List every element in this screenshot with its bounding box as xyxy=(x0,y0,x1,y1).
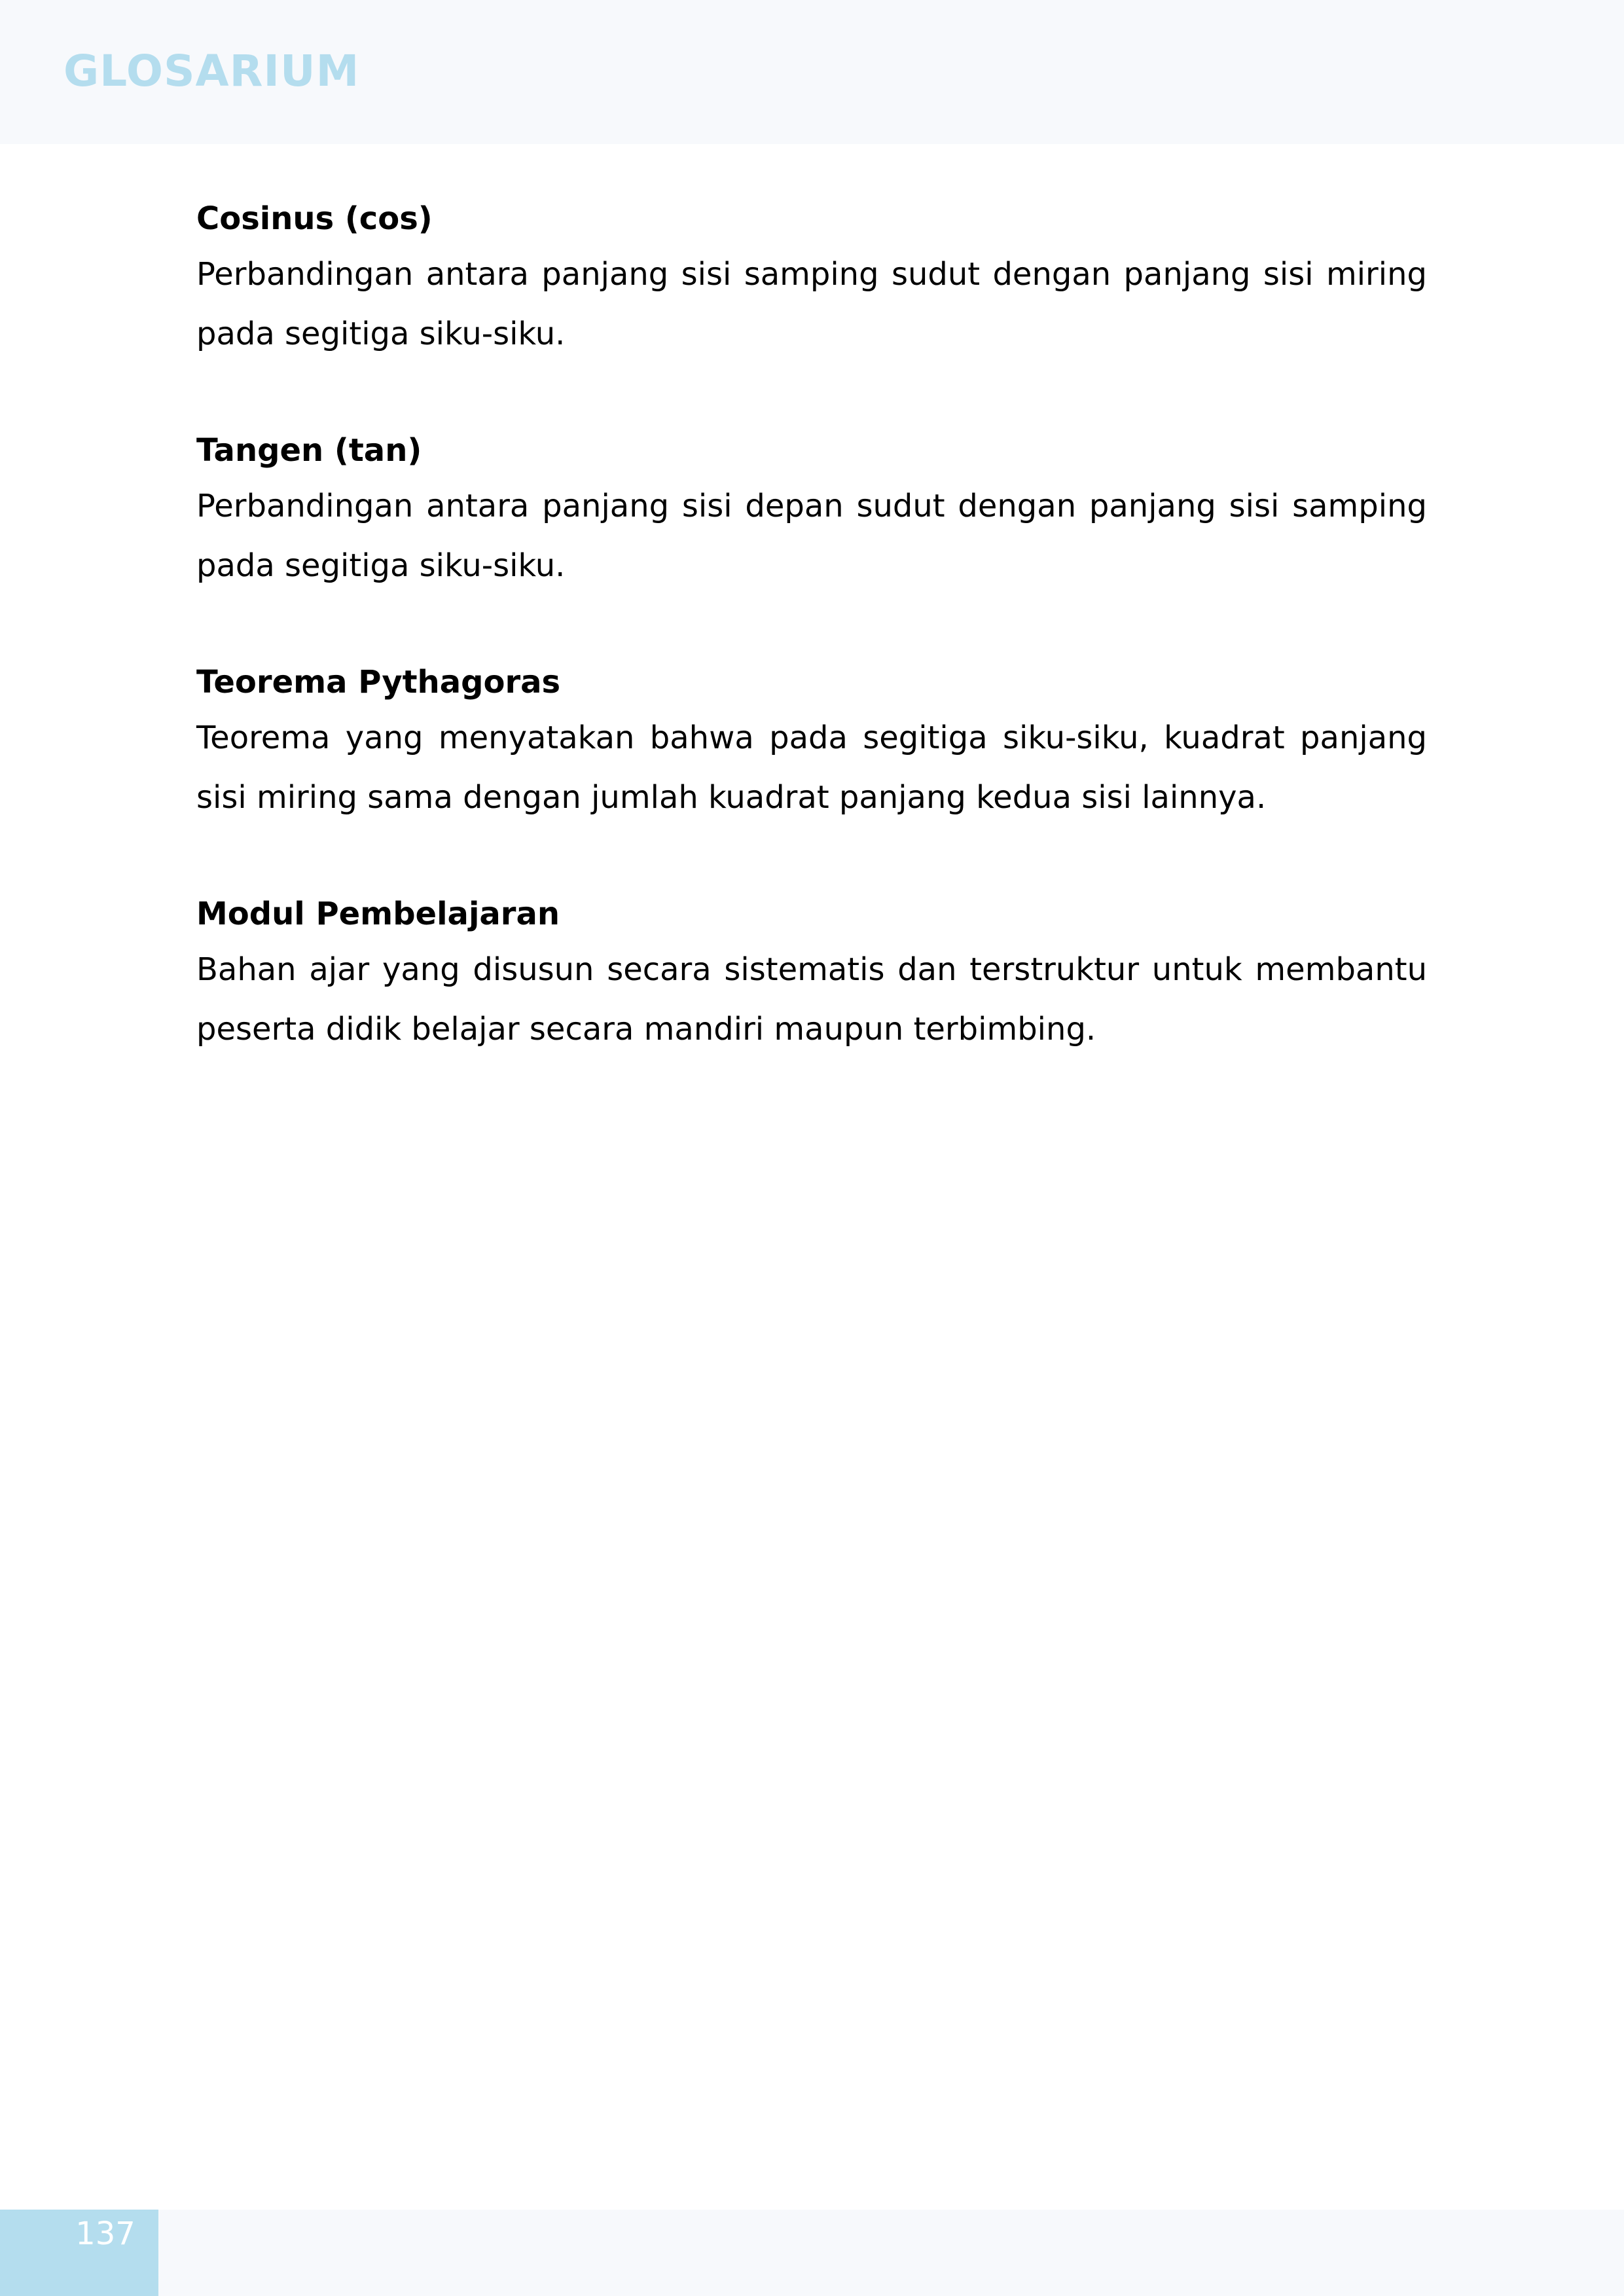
section-title: GLOSARIUM xyxy=(63,46,360,96)
glossary-entry xyxy=(196,656,1427,828)
glossary-term: Cosinus (cos) xyxy=(196,200,433,237)
glossary-definition: Bahan ajar yang disusun secara sistematis dan terstruktur untuk membantu peserta didik belajar secara mandiri maupun terbimbing. xyxy=(196,951,1427,1048)
glossary-entry xyxy=(196,424,1427,596)
glossary-term: Modul Pembelajaran xyxy=(196,896,560,932)
glossary-entry xyxy=(196,192,1427,364)
page-number: 137 xyxy=(75,2215,135,2252)
glossary-term: Tangen (tan) xyxy=(196,432,422,469)
glossary-definition: Perbandingan antara panjang sisi samping sudut dengan panjang sisi miring pada segitiga siku-siku. xyxy=(196,256,1427,352)
glossary-definition: Perbandingan antara panjang sisi depan sudut dengan panjang sisi samping pada segitiga siku-siku. xyxy=(196,488,1427,584)
page-footer xyxy=(0,2210,1624,2296)
glossary-definition: Teorema yang menyatakan bahwa pada segitiga siku-siku, kuadrat panjang sisi miring sama dengan jumlah kuadrat panjang kedua sisi lainnya. xyxy=(196,720,1427,816)
glossary-term: Teorema Pythagoras xyxy=(196,664,561,701)
glossary-entry xyxy=(196,888,1427,1059)
glossary-list xyxy=(196,192,1427,1120)
page-header xyxy=(0,0,1624,144)
